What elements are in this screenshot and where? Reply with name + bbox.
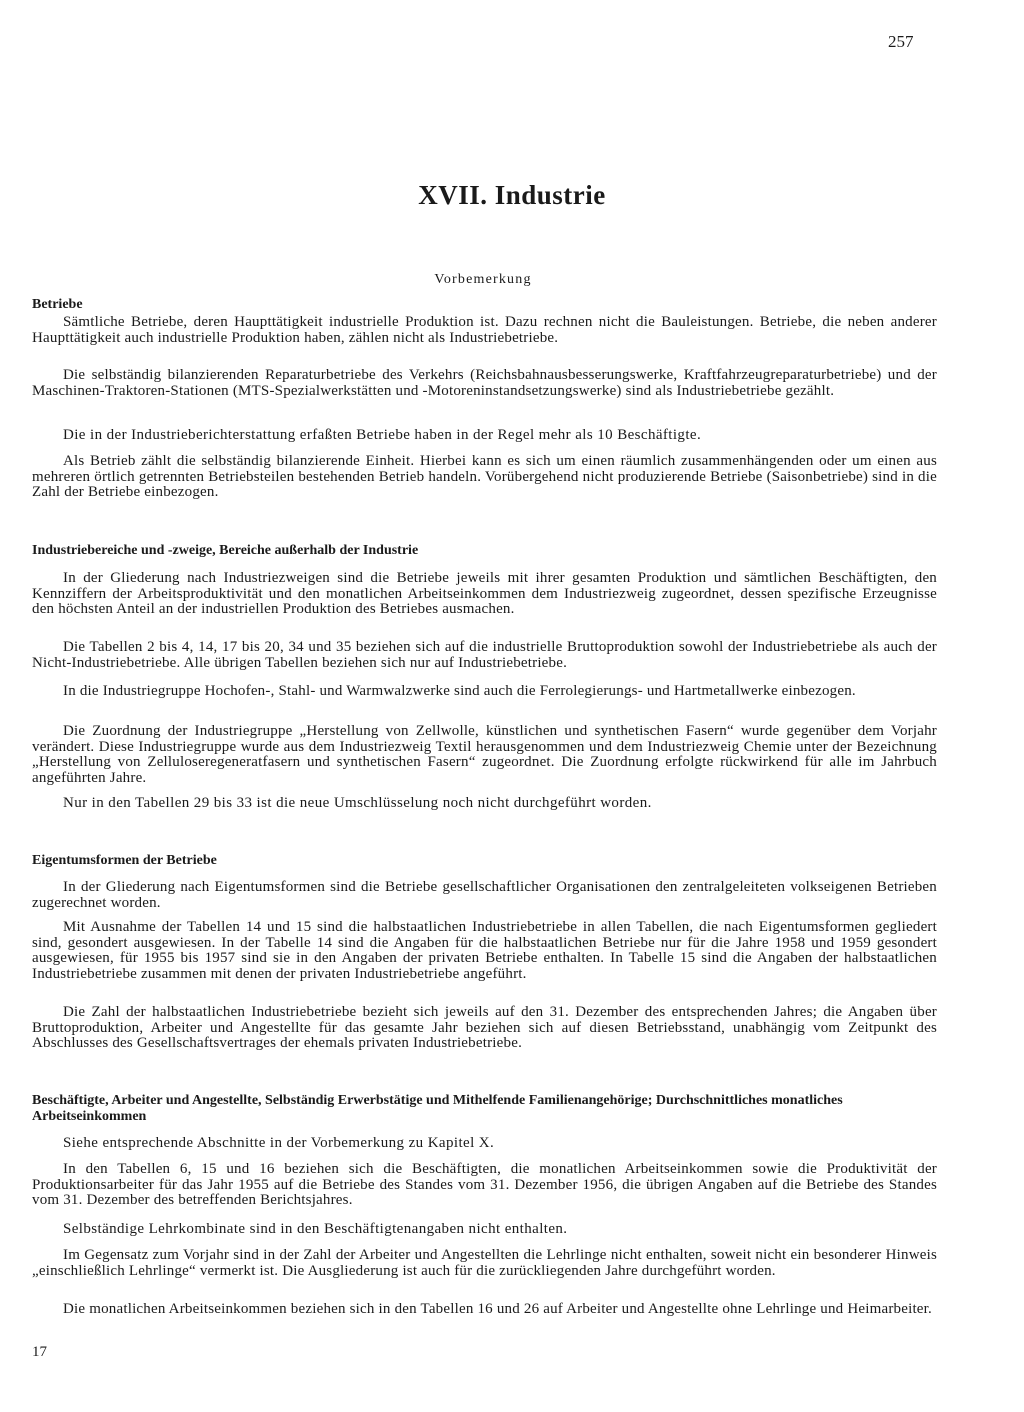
paragraph: Mit Ausnahme der Tabellen 14 und 15 sind die halbstaatlichen Industriebetriebe in allen Tabellen, die nach Eigentumsformen gegliedert sind, gesondert ausgewiesen. In der Tabelle 14 sind die Angaben für die halbstaatlichen Betriebe nur für die Jahre 1958 und 1959 gesondert ausgewiesen, für 1955 bis 1957 sind sie in den Angaben der privaten Betriebe enthalten. In Tabelle 15 sind die Angaben der halbstaatlichen Industriebetriebe zusammen mit denen der privaten Industriebetriebe angeführt.	[32, 919, 937, 982]
paragraph: Die selbständig bilanzierenden Reparaturbetriebe des Verkehrs (Reichsbahnausbesserungswerke, Kraftfahrzeugreparaturbetriebe) und der Maschinen-Traktoren-Stationen (MTS-Spezialwerkstätten und -Motoreninstandsetzungswerke) sind als Industriebetriebe gezählt.	[32, 367, 937, 399]
paragraph: Die Zahl der halbstaatlichen Industriebetriebe bezieht sich jeweils auf den 31. Dezember des entsprechenden Jahres; die Angaben über Bruttoproduktion, Arbeiter und Angestellte für das gesamte Jahr beziehen sich auf diesen Betriebsstand, unabhängig vom Zeitpunkt des Abschlusses des Gesellschaftsvertrages der ehemals privaten Industriebetriebe.	[32, 1004, 937, 1051]
paragraph: In der Gliederung nach Eigentumsformen sind die Betriebe gesellschaftlicher Organisationen den zentralgeleiteten volkseigenen Betrieben zugerechnet worden.	[32, 879, 937, 911]
paragraph: Die Zuordnung der Industriegruppe „Herstellung von Zellwolle, künstlichen und synthetischen Fasern“ wurde gegenüber dem Vorjahr verändert. Diese Industriegruppe wurde aus dem Industriezweig Textil herausgenommen und dem Industriezweig Chemie unter der Bezeichnung „Herstellung von Zelluloseregeneratfasern und synthetischen Fasern“ zugeordnet. Die Zuordnung erfolgte rückwirkend für alle im Jahrbuch angeführten Jahre.	[32, 723, 937, 786]
paragraph: In den Tabellen 6, 15 und 16 beziehen sich die Beschäftigten, die monatlichen Arbeitseinkommen sowie die Produktivität der Produktionsarbeiter für das Jahr 1955 auf die Betriebe des Standes vom 31. Dezember 1956, die übrigen Angaben auf die Betriebe des Standes vom 31. Dezember des betreffenden Berichtsjahres.	[32, 1161, 937, 1208]
paragraph: Sämtliche Betriebe, deren Haupttätigkeit industrielle Produktion ist. Dazu rechnen nicht die Bauleistungen. Betriebe, die neben anderer Haupttätigkeit auch industrielle Produktion haben, zählen nicht als Industriebetriebe.	[32, 314, 937, 346]
paragraph: Selbständige Lehrkombinate sind in den Beschäftigtenangaben nicht enthalten.	[63, 1221, 568, 1237]
paragraph: Die Tabellen 2 bis 4, 14, 17 bis 20, 34 und 35 beziehen sich auf die industrielle Bruttoproduktion sowohl der Industriebetriebe als auch der Nicht-Industriebetriebe. Alle übrigen Tabellen beziehen sich nur auf Industriebetriebe.	[32, 639, 937, 671]
paragraph: In die Industriegruppe Hochofen-, Stahl- und Warmwalzwerke sind auch die Ferrolegierungs- und Hartmetallwerke einbezogen.	[63, 683, 856, 699]
section-heading-betriebe: Betriebe	[32, 297, 83, 312]
paragraph: Die monatlichen Arbeitseinkommen beziehen sich in den Tabellen 16 und 26 auf Arbeiter und Angestellte ohne Lehrlinge und Heimarbeiter.	[63, 1301, 932, 1317]
paragraph: Siehe entsprechende Abschnitte in der Vorbemerkung zu Kapitel X.	[63, 1135, 495, 1151]
paragraph: Die in der Industrieberichterstattung erfaßten Betriebe haben in der Regel mehr als 10 Beschäftigte.	[63, 427, 702, 443]
section-heading-eigentumsformen: Eigentumsformen der Betriebe	[32, 853, 217, 868]
paragraph: Nur in den Tabellen 29 bis 33 ist die neue Umschlüsselung noch nicht durchgeführt worden.	[63, 795, 652, 811]
preliminary-remarks-subtitle: Vorbemerkung	[434, 272, 532, 287]
footer-signature-number: 17	[32, 1344, 47, 1360]
paragraph: Im Gegensatz zum Vorjahr sind in der Zahl der Arbeiter und Angestellten die Lehrlinge nicht enthalten, soweit nicht ein besonderer Hinweis „einschließlich Lehrlinge“ vermerkt ist. Die Ausgliederung ist auch für die zurückliegenden Jahre durchgeführt worden.	[32, 1247, 937, 1279]
page-number: 257	[888, 32, 914, 51]
section-heading-industriebereiche: Industriebereiche und -zweige, Bereiche außerhalb der Industrie	[32, 543, 419, 558]
section-heading-beschaeftigte: Beschäftigte, Arbeiter und Angestellte, Selbständig Erwerbstätige und Mithelfende Familienangehörige; Durchschnittliches monatliches Arbeitseinkommen	[32, 1093, 843, 1124]
paragraph: Als Betrieb zählt die selbständig bilanzierende Einheit. Hierbei kann es sich um einen räumlich zusammenhängenden oder um einen aus mehreren örtlich getrennten Betriebsteilen bestehenden Betrieb handeln. Vorübergehend nicht produzierende Betriebe (Saisonbetriebe) sind in die Zahl der Betriebe einbezogen.	[32, 453, 937, 500]
chapter-title: XVII. Industrie	[418, 180, 606, 210]
paragraph: In der Gliederung nach Industriezweigen sind die Betriebe jeweils mit ihrer gesamten Produktion und sämtlichen Beschäftigten, den Kennziffern der Arbeitsproduktivität und den monatlichen Arbeitseinkommen dem Industriezweig zugeordnet, dessen spezifische Erzeugnisse den höchsten Anteil an der industriellen Produktion des Betriebes ausmachen.	[32, 570, 937, 617]
